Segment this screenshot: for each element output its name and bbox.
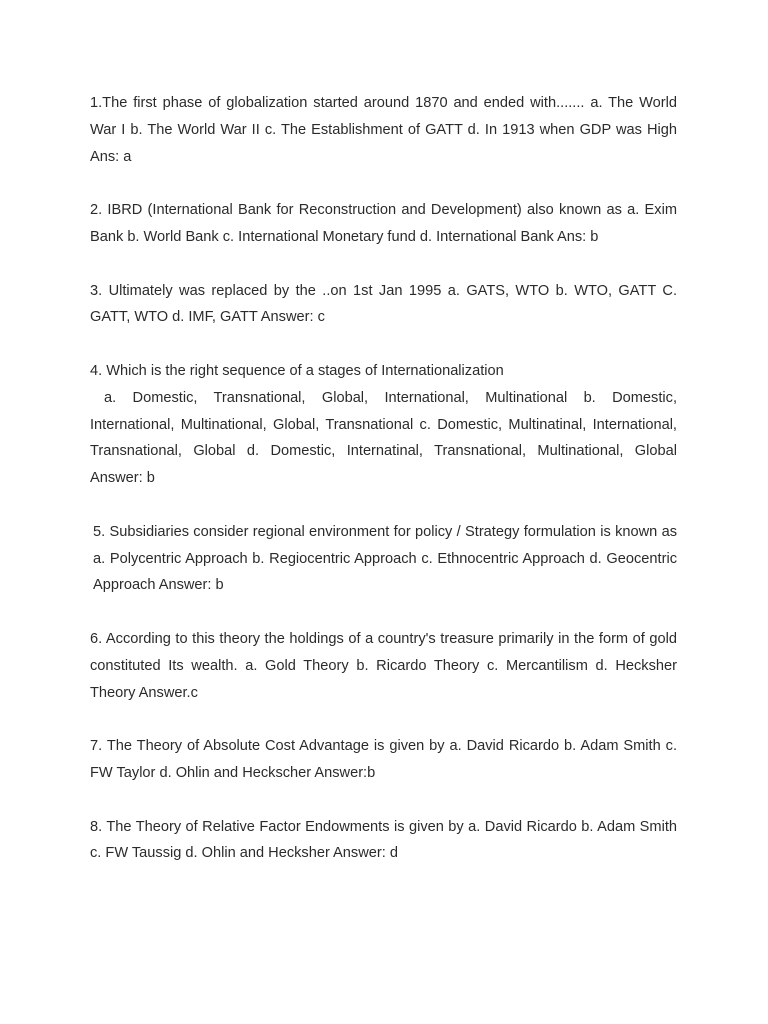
question-5: 5. Subsidiaries consider regional environment for policy / Strategy formulation is known as a. Polycentric Approach b. Regiocentric Approach c. Ethnocentric Approach d. Geocentric Approach Answer: b <box>93 523 677 594</box>
question-3: 3. Ultimately was replaced by the ..on 1st Jan 1995 a. GATS, WTO b. WTO, GATT C. GATT, WTO d. IMF, GATT Answer: c <box>90 282 677 326</box>
question-8: 8. The Theory of Relative Factor Endowments is given by a. David Ricardo b. Adam Smith c. FW Taussig d. Ohlin and Hecksher Answer: d <box>90 818 677 862</box>
question-1: 1.The first phase of globalization started around 1870 and ended with....... a. The World War I b. The World War II c. The Establishment of GATT d. In 1913 when GDP was High Ans: a <box>90 95 677 165</box>
question-6: 6. According to this theory the holdings of a country's treasure primarily in the form of gold constituted Its wealth. a. Gold Theory b. Ricardo Theory c. Mercantilism d. Hecksher Theory Answer.c <box>90 630 677 701</box>
question-2: 2. IBRD (International Bank for Reconstruction and Development) also known as a. Exim Bank b. World Bank c. International Monetary fund d. International Bank Ans: b <box>90 202 677 245</box>
question-list <box>90 90 677 894</box>
question-4-options: a. Domestic, Transnational, Global, International, Multinational b. Domestic, International, Multinational, Global, Transnational c. Domestic, Multinatinal, International, Transnational, Global d. Domestic, Internatinal, Transnational, Multinational, Global Answer: b <box>90 389 677 487</box>
question-4 <box>90 358 677 492</box>
question-7: 7. The Theory of Absolute Cost Advantage is given by a. David Ricardo b. Adam Smith c. FW Taylor d. Ohlin and Heckscher Answer:b <box>90 738 677 781</box>
question-4-stem: 4. Which is the right sequence of a stages of Internationalization <box>90 362 504 379</box>
